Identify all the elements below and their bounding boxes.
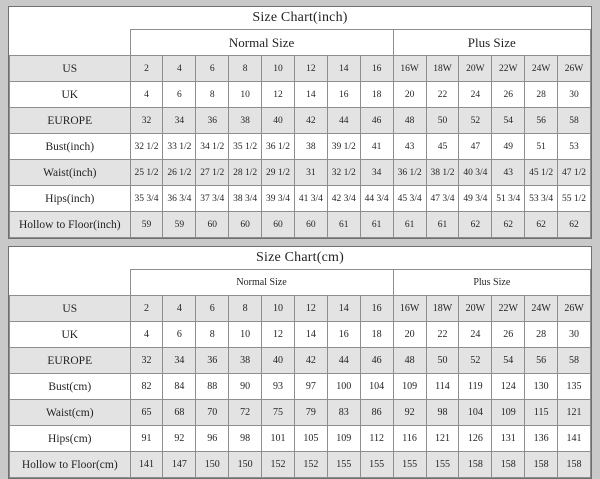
table-cell: 14 — [327, 56, 360, 82]
table-cell: 152 — [262, 452, 295, 478]
table-cell: 53 3/4 — [525, 186, 558, 212]
table-cell: 8 — [196, 82, 229, 108]
corner-cell — [10, 270, 131, 296]
table-cell: 44 — [327, 108, 360, 134]
table-cell: 155 — [393, 452, 426, 478]
table-cell: 51 — [525, 134, 558, 160]
table-cell: 105 — [294, 426, 327, 452]
row-label: Hollow to Floor(cm) — [10, 452, 131, 478]
table-cell: 43 — [492, 160, 525, 186]
table-cell: 147 — [163, 452, 196, 478]
table-cell: 79 — [294, 400, 327, 426]
table-cell: 2 — [130, 56, 163, 82]
table-cell: 6 — [163, 82, 196, 108]
table-cell: 46 — [360, 348, 393, 374]
table-cell: 44 3/4 — [360, 186, 393, 212]
table-cell: 12 — [294, 56, 327, 82]
table-cell: 115 — [525, 400, 558, 426]
table-cell: 25 1/2 — [130, 160, 163, 186]
table-cell: 93 — [262, 374, 295, 400]
row-label: EUROPE — [10, 108, 131, 134]
chart-title-cm: Size Chart(cm) — [256, 250, 344, 265]
size-table-inch — [9, 29, 591, 238]
table-cell: 58 — [558, 348, 591, 374]
table-cell: 38 — [229, 108, 262, 134]
table-cell: 28 — [525, 82, 558, 108]
table-row — [10, 400, 591, 426]
table-cell: 52 — [459, 108, 492, 134]
row-label: Bust(cm) — [10, 374, 131, 400]
row-label: Waist(inch) — [10, 160, 131, 186]
table-cell: 83 — [327, 400, 360, 426]
table-cell: 39 3/4 — [262, 186, 295, 212]
table-cell: 49 — [492, 134, 525, 160]
table-cell: 60 — [262, 212, 295, 238]
table-cell: 91 — [130, 426, 163, 452]
row-label: UK — [10, 82, 131, 108]
table-row — [10, 212, 591, 238]
table-cell: 155 — [426, 452, 459, 478]
table-cell: 92 — [393, 400, 426, 426]
table-cell: 42 3/4 — [327, 186, 360, 212]
table-cell: 141 — [558, 426, 591, 452]
table-cell: 40 3/4 — [459, 160, 492, 186]
table-cell: 14 — [294, 82, 327, 108]
table-cell: 44 — [327, 348, 360, 374]
table-cell: 24 — [459, 82, 492, 108]
table-cell: 38 3/4 — [229, 186, 262, 212]
row-label: US — [10, 56, 131, 82]
table-cell: 26 — [492, 322, 525, 348]
table-cell: 62 — [525, 212, 558, 238]
table-cell: 18W — [426, 296, 459, 322]
table-cell: 12 — [262, 82, 295, 108]
table-cell: 98 — [229, 426, 262, 452]
table-cell: 35 1/2 — [229, 134, 262, 160]
table-cell: 16W — [393, 56, 426, 82]
chart-title-inch: Size Chart(inch) — [252, 10, 348, 25]
table-cell: 155 — [327, 452, 360, 478]
table-cell: 46 — [360, 108, 393, 134]
table-cell: 34 1/2 — [196, 134, 229, 160]
table-cell: 42 — [294, 348, 327, 374]
table-cell: 49 3/4 — [459, 186, 492, 212]
row-label: Bust(inch) — [10, 134, 131, 160]
table-cell: 121 — [426, 426, 459, 452]
table-row — [10, 296, 591, 322]
table-cell: 18 — [360, 322, 393, 348]
group-header-plus: Plus Size — [393, 30, 590, 56]
table-cell: 6 — [196, 296, 229, 322]
table-cell: 35 3/4 — [130, 186, 163, 212]
table-cell: 100 — [327, 374, 360, 400]
table-cell: 6 — [196, 56, 229, 82]
table-cell: 60 — [294, 212, 327, 238]
table-cell: 16W — [393, 296, 426, 322]
table-cell: 36 3/4 — [163, 186, 196, 212]
table-cell: 34 — [360, 160, 393, 186]
table-cell: 32 1/2 — [130, 134, 163, 160]
table-cell: 104 — [459, 400, 492, 426]
table-cell: 75 — [262, 400, 295, 426]
table-cell: 22W — [492, 56, 525, 82]
table-cell: 98 — [426, 400, 459, 426]
table-cell: 2 — [130, 296, 163, 322]
table-cell: 59 — [130, 212, 163, 238]
table-cell: 97 — [294, 374, 327, 400]
table-cell: 30 — [558, 322, 591, 348]
row-label: US — [10, 296, 131, 322]
table-cell: 36 1/2 — [262, 134, 295, 160]
table-cell: 8 — [196, 322, 229, 348]
table-cell: 32 — [130, 108, 163, 134]
table-cell: 14 — [294, 322, 327, 348]
table-cell: 60 — [229, 212, 262, 238]
table-cell: 130 — [525, 374, 558, 400]
table-cell: 30 — [558, 82, 591, 108]
table-cell: 82 — [130, 374, 163, 400]
table-cell: 27 1/2 — [196, 160, 229, 186]
table-cell: 54 — [492, 348, 525, 374]
table-cell: 109 — [393, 374, 426, 400]
table-cell: 52 — [459, 348, 492, 374]
table-cell: 10 — [262, 56, 295, 82]
table-cell: 4 — [130, 82, 163, 108]
table-cell: 26W — [558, 56, 591, 82]
table-cell: 14 — [327, 296, 360, 322]
table-cell: 150 — [196, 452, 229, 478]
table-cell: 119 — [459, 374, 492, 400]
table-cell: 39 1/2 — [327, 134, 360, 160]
table-cell: 36 1/2 — [393, 160, 426, 186]
table-cell: 56 — [525, 108, 558, 134]
table-row — [10, 134, 591, 160]
table-cell: 6 — [163, 322, 196, 348]
row-label: EUROPE — [10, 348, 131, 374]
table-cell: 45 — [426, 134, 459, 160]
table-cell: 47 3/4 — [426, 186, 459, 212]
table-cell: 96 — [196, 426, 229, 452]
table-cell: 16 — [360, 296, 393, 322]
table-cell: 58 — [558, 108, 591, 134]
table-cell: 26W — [558, 296, 591, 322]
table-cell: 34 — [163, 108, 196, 134]
table-cell: 24W — [525, 56, 558, 82]
table-cell: 150 — [229, 452, 262, 478]
table-cell: 37 3/4 — [196, 186, 229, 212]
table-cell: 28 1/2 — [229, 160, 262, 186]
table-cell: 38 — [229, 348, 262, 374]
table-cell: 48 — [393, 348, 426, 374]
row-label: Hips(cm) — [10, 426, 131, 452]
table-cell: 36 — [196, 108, 229, 134]
table-cell: 86 — [360, 400, 393, 426]
table-cell: 24W — [525, 296, 558, 322]
table-row — [10, 56, 591, 82]
table-cell: 121 — [558, 400, 591, 426]
table-cell: 16 — [327, 322, 360, 348]
size-chart-cm — [8, 246, 592, 479]
group-header-row — [10, 270, 591, 296]
table-cell: 10 — [262, 296, 295, 322]
table-cell: 47 — [459, 134, 492, 160]
row-label: Waist(cm) — [10, 400, 131, 426]
size-table-cm — [9, 269, 591, 478]
table-cell: 101 — [262, 426, 295, 452]
table-cell: 60 — [196, 212, 229, 238]
table-cell: 88 — [196, 374, 229, 400]
size-chart-inch — [8, 6, 592, 239]
table-cell: 116 — [393, 426, 426, 452]
table-cell: 41 — [360, 134, 393, 160]
table-cell: 112 — [360, 426, 393, 452]
table-cell: 158 — [492, 452, 525, 478]
table-cell: 26 1/2 — [163, 160, 196, 186]
table-cell: 61 — [393, 212, 426, 238]
table-cell: 47 1/2 — [558, 160, 591, 186]
table-cell: 33 1/2 — [163, 134, 196, 160]
table-row — [10, 186, 591, 212]
table-row — [10, 374, 591, 400]
table-cell: 135 — [558, 374, 591, 400]
table-cell: 152 — [294, 452, 327, 478]
table-row — [10, 82, 591, 108]
table-cell: 54 — [492, 108, 525, 134]
table-cell: 8 — [229, 56, 262, 82]
size-table-cm-body — [10, 270, 591, 478]
row-label: Hips(inch) — [10, 186, 131, 212]
table-cell: 8 — [229, 296, 262, 322]
table-cell: 50 — [426, 108, 459, 134]
table-cell: 84 — [163, 374, 196, 400]
group-header-row — [10, 30, 591, 56]
table-cell: 20 — [393, 82, 426, 108]
table-cell: 62 — [459, 212, 492, 238]
group-header-normal: Normal Size — [130, 30, 393, 56]
table-cell: 18W — [426, 56, 459, 82]
table-cell: 65 — [130, 400, 163, 426]
table-cell: 126 — [459, 426, 492, 452]
table-cell: 56 — [525, 348, 558, 374]
table-cell: 24 — [459, 322, 492, 348]
table-cell: 18 — [360, 82, 393, 108]
row-label: Hollow to Floor(inch) — [10, 212, 131, 238]
table-cell: 158 — [459, 452, 492, 478]
table-cell: 109 — [492, 400, 525, 426]
table-cell: 92 — [163, 426, 196, 452]
table-cell: 38 — [294, 134, 327, 160]
table-cell: 155 — [360, 452, 393, 478]
table-cell: 109 — [327, 426, 360, 452]
table-cell: 32 1/2 — [327, 160, 360, 186]
table-cell: 141 — [130, 452, 163, 478]
table-cell: 62 — [492, 212, 525, 238]
table-cell: 158 — [525, 452, 558, 478]
corner-cell — [10, 30, 131, 56]
table-cell: 61 — [360, 212, 393, 238]
table-cell: 22 — [426, 322, 459, 348]
table-cell: 70 — [196, 400, 229, 426]
table-cell: 4 — [130, 322, 163, 348]
table-cell: 12 — [294, 296, 327, 322]
table-row — [10, 160, 591, 186]
table-cell: 32 — [130, 348, 163, 374]
group-header-plus: Plus Size — [393, 270, 590, 296]
table-cell: 16 — [327, 82, 360, 108]
size-table-inch-body — [10, 30, 591, 238]
table-cell: 31 — [294, 160, 327, 186]
table-cell: 61 — [327, 212, 360, 238]
table-cell: 72 — [229, 400, 262, 426]
table-cell: 114 — [426, 374, 459, 400]
table-cell: 61 — [426, 212, 459, 238]
table-cell: 42 — [294, 108, 327, 134]
table-cell: 45 3/4 — [393, 186, 426, 212]
table-cell: 38 1/2 — [426, 160, 459, 186]
table-row — [10, 452, 591, 478]
table-row — [10, 348, 591, 374]
table-row — [10, 322, 591, 348]
table-cell: 68 — [163, 400, 196, 426]
table-cell: 104 — [360, 374, 393, 400]
table-cell: 16 — [360, 56, 393, 82]
table-cell: 4 — [163, 56, 196, 82]
table-cell: 36 — [196, 348, 229, 374]
table-cell: 26 — [492, 82, 525, 108]
table-cell: 43 — [393, 134, 426, 160]
table-cell: 22W — [492, 296, 525, 322]
table-cell: 10 — [229, 322, 262, 348]
table-cell: 29 1/2 — [262, 160, 295, 186]
table-cell: 50 — [426, 348, 459, 374]
table-cell: 59 — [163, 212, 196, 238]
table-cell: 4 — [163, 296, 196, 322]
table-cell: 90 — [229, 374, 262, 400]
table-cell: 45 1/2 — [525, 160, 558, 186]
table-cell: 136 — [525, 426, 558, 452]
table-cell: 62 — [558, 212, 591, 238]
table-cell: 40 — [262, 348, 295, 374]
table-row — [10, 108, 591, 134]
table-row — [10, 426, 591, 452]
table-cell: 124 — [492, 374, 525, 400]
table-cell: 10 — [229, 82, 262, 108]
table-cell: 28 — [525, 322, 558, 348]
table-cell: 20W — [459, 56, 492, 82]
table-cell: 22 — [426, 82, 459, 108]
group-header-normal: Normal Size — [130, 270, 393, 296]
table-cell: 53 — [558, 134, 591, 160]
table-cell: 158 — [558, 452, 591, 478]
table-cell: 131 — [492, 426, 525, 452]
table-cell: 48 — [393, 108, 426, 134]
table-cell: 41 3/4 — [294, 186, 327, 212]
table-cell: 55 1/2 — [558, 186, 591, 212]
table-cell: 34 — [163, 348, 196, 374]
table-cell: 51 3/4 — [492, 186, 525, 212]
table-cell: 20W — [459, 296, 492, 322]
row-label: UK — [10, 322, 131, 348]
table-cell: 12 — [262, 322, 295, 348]
table-cell: 20 — [393, 322, 426, 348]
table-cell: 40 — [262, 108, 295, 134]
